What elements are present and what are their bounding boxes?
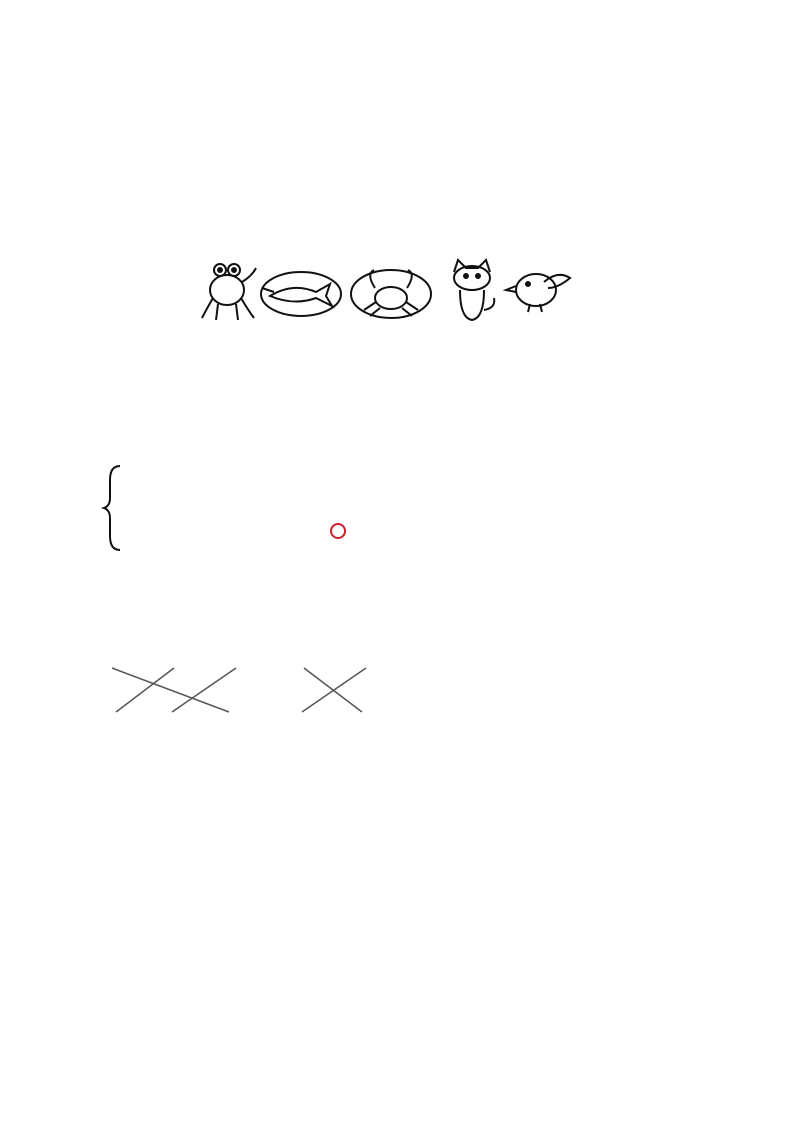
matching-lines — [112, 668, 366, 712]
ducks-comparison — [104, 464, 404, 554]
brace-icon — [104, 466, 120, 550]
frog-icon — [202, 264, 256, 320]
bottom-row-paren — [322, 522, 354, 543]
bird-icon — [506, 274, 570, 312]
animals-illustration — [198, 258, 578, 328]
crab-icon — [351, 270, 431, 318]
fish-icon — [261, 272, 341, 316]
cat-icon — [454, 260, 494, 320]
red-circle-mark — [330, 523, 346, 539]
dice-matching — [84, 616, 404, 756]
